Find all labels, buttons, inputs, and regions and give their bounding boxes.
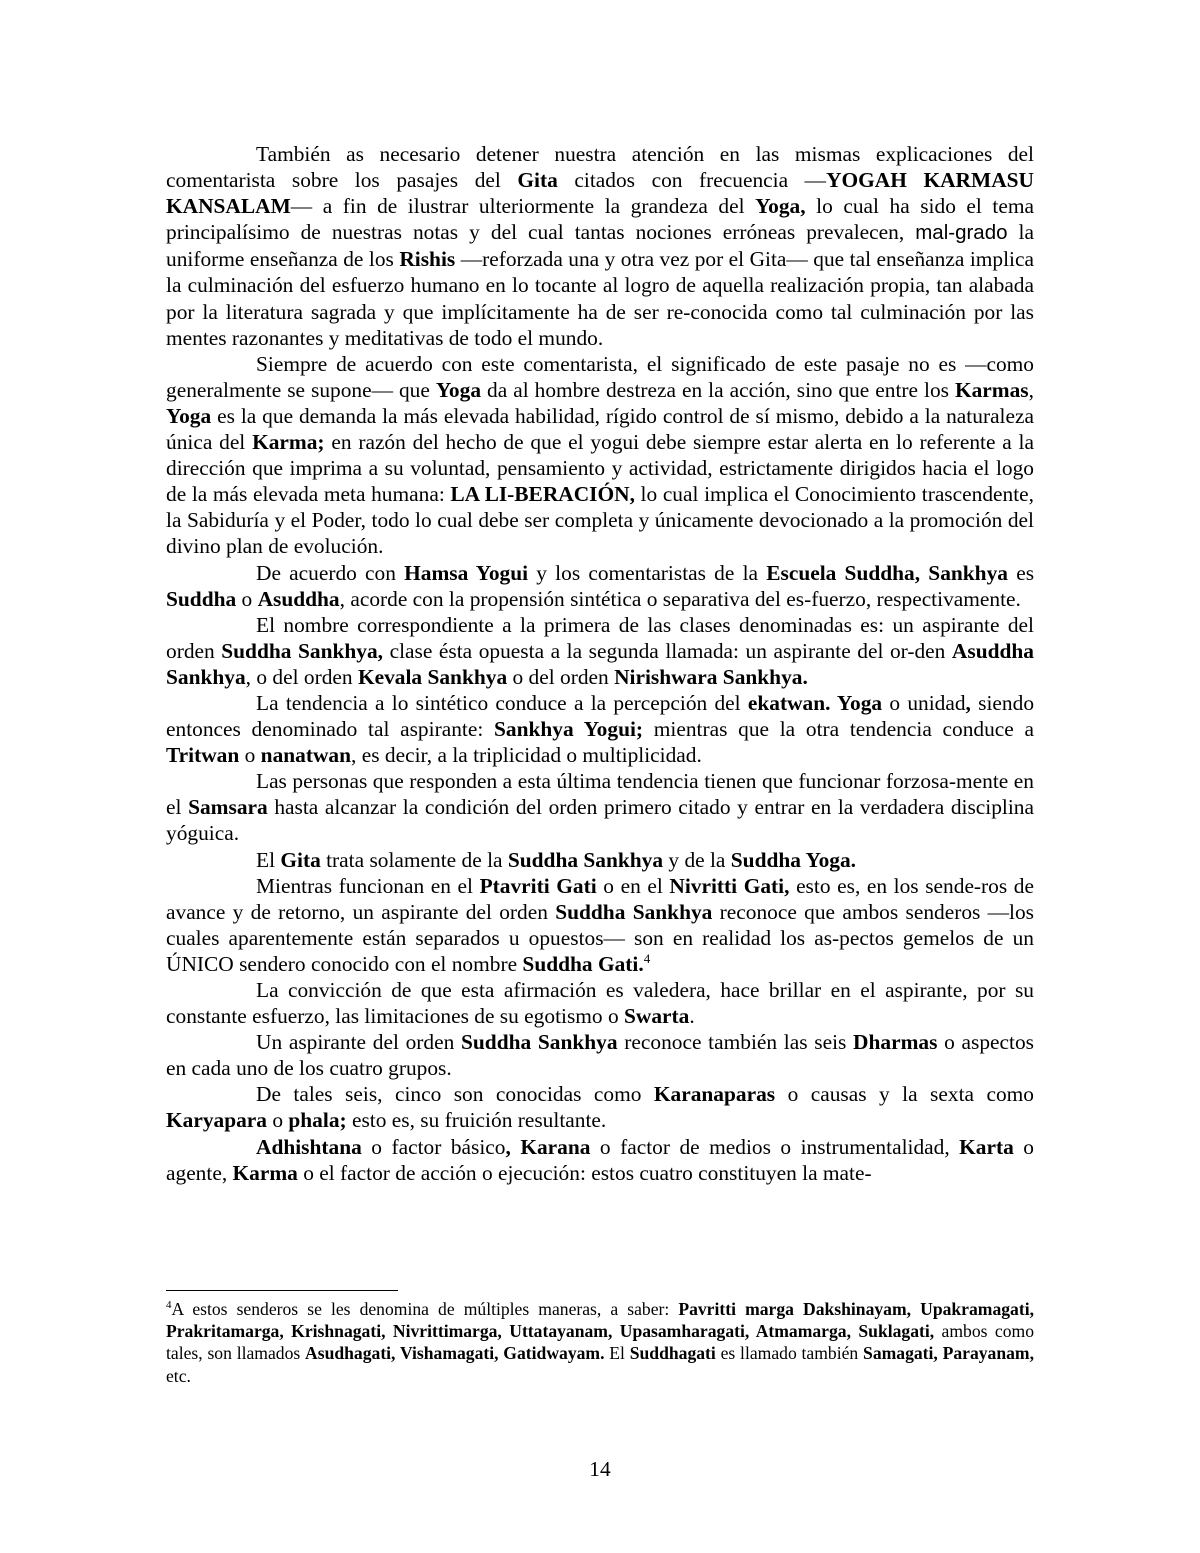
- text-span: El: [604, 1343, 630, 1364]
- page-number: 14: [589, 1457, 611, 1481]
- bold-term: Suddha Sankhya,: [221, 638, 384, 663]
- text-span: El: [256, 847, 281, 872]
- paragraph: [166, 873, 1034, 977]
- footnote-marker: 4: [643, 950, 651, 966]
- text-span: es llamado también: [715, 1343, 864, 1364]
- bold-term: Rishis: [399, 247, 456, 272]
- body-text: [166, 141, 1034, 1186]
- bold-term: Karta: [959, 1134, 1014, 1159]
- text-span: y de la: [663, 847, 731, 872]
- bold-term: nanatwan: [260, 743, 352, 768]
- paragraph: [166, 1029, 1034, 1081]
- text-span: o en el: [596, 873, 670, 898]
- text-span: siendo entonces denominado tal aspirante:: [166, 690, 1035, 742]
- text-span: esto es, en los sende-ros de avance y de retorno, un aspirante del orden: [166, 873, 1034, 924]
- text-span: es la que demanda la más elevada habilidad, rígido control de sí mismo, debido a la naturaleza única del: [166, 403, 1034, 455]
- bold-term: Yoga: [166, 403, 212, 428]
- text-span: reconoce también las seis: [617, 1030, 854, 1055]
- text-span: Un aspirante del orden: [256, 1030, 462, 1055]
- text-span: mientras que la otra tendencia conduce a: [643, 717, 1035, 742]
- text-span: — a fin de ilustrar ulteriormente la grandeza del: [290, 194, 756, 219]
- text-span: La tendencia a lo sintético conduce a la percepción del: [256, 690, 748, 715]
- text-span: lo cual ha sido el tema principalísimo de nuestras notas y del cual tantas nociones erróneas prevalecen,: [166, 194, 1034, 245]
- footnote-marker: 4: [166, 1299, 172, 1312]
- text-span: .: [689, 1004, 695, 1029]
- bold-term: Suddha: [166, 586, 237, 611]
- text-span: El nombre correspondiente a la primera de las clases denominadas es: un aspirante del orden: [166, 612, 1034, 663]
- text-span: esto es, su fruición resultante.: [346, 1108, 607, 1133]
- text-span: o agente,: [166, 1134, 1035, 1185]
- text-span: De tales seis, cinco son conocidas como: [256, 1082, 654, 1107]
- bold-term: Kevala Sankhya: [357, 664, 508, 689]
- text-span: Siempre de acuerdo con este comentarista, el significado de este pasaje no es —como generalmente se supone— que: [166, 351, 1034, 402]
- bold-term: Gita: [517, 168, 558, 193]
- text-span: clase ésta opuesta a la segunda llamada: un aspirante del or-den: [383, 638, 952, 663]
- text-span: o factor básico: [361, 1134, 506, 1159]
- bold-term: Tritwan: [166, 743, 240, 768]
- text-span: reconoce que ambos senderos —los cuales aparentemente están separados u opuestos— son en realidad los as-pectos gemelos de un ÚNICO sendero conocido con el nombre: [166, 899, 1034, 976]
- paragraph: [166, 560, 1034, 612]
- footnote: [166, 1298, 1034, 1387]
- bold-term: Yoga,: [755, 194, 806, 219]
- bold-term: ,: [965, 690, 971, 715]
- bold-term: Suddha Gati.: [522, 951, 644, 976]
- text-span: De acuerdo con: [256, 560, 405, 585]
- paragraph: [166, 847, 1034, 873]
- text-span: , o del orden: [245, 664, 358, 689]
- text-span: etc.: [166, 1365, 191, 1386]
- bold-term: Karyapara: [166, 1108, 267, 1133]
- bold-term: Samagati, Parayanam,: [863, 1343, 1034, 1364]
- text-span: es: [1007, 560, 1035, 585]
- bold-term: phala;: [288, 1108, 347, 1133]
- text-span-sans: mal-grado: [915, 221, 1008, 245]
- bold-term: Hamsa Yogui: [404, 560, 529, 585]
- text-span: o: [239, 743, 261, 768]
- bold-term: Sankhya Yogui;: [494, 717, 644, 742]
- text-span: en razón del hecho de que el yogui debe siempre estar alerta en lo referente a la dirección que imprima a su voluntad, pensamiento y actividad, estrictamente dirigidos hacia el logo de la más elevada meta humana:: [166, 430, 1034, 507]
- bold-term: Gita: [280, 847, 321, 872]
- text-span: La convicción de que esta afirmación es valedera, hace brillar en el aspirante, por su constante esfuerzo, las limitaciones de su egotismo o: [166, 978, 1034, 1029]
- bold-term: Pavritti marga Dakshinayam, Upakramagati, Prakritamarga, Krishnagati, Nivrittimarga, Uttatayanam, Upasamharagati, Atmamarga, Suklagati,: [166, 1299, 1034, 1342]
- paragraph: [166, 690, 1034, 768]
- text-span: o del orden: [507, 664, 615, 689]
- paragraph: [166, 1134, 1034, 1186]
- bold-term: Ptavriti Gati: [479, 873, 597, 898]
- text-span: o unidad: [882, 690, 966, 715]
- text-span: , acorde con la propensión sintética o separativa del es-fuerzo, respectivamente.: [339, 586, 1021, 611]
- text-span: y los comentaristas de la: [528, 560, 767, 585]
- bold-term: Nivritti Gati,: [669, 873, 790, 898]
- bold-term: Samsara: [188, 795, 268, 820]
- paragraph: [166, 977, 1034, 1029]
- text-span: Mientras funcionan en el: [256, 873, 480, 898]
- text-span: o: [236, 586, 258, 611]
- footnote-separator: [166, 1290, 398, 1291]
- bold-term: Swarta: [624, 1004, 690, 1029]
- bold-term: Asuddha: [257, 586, 340, 611]
- paragraph: [166, 141, 1034, 351]
- bold-term: Dharmas: [853, 1030, 938, 1055]
- text-span: lo cual implica el Conocimiento trascendente, la Sabiduría y el Poder, todo lo cual debe ser completa y únicamente devocionado a la promoción del divino plan de evolución.: [166, 482, 1034, 559]
- text-span: o: [267, 1108, 289, 1133]
- text-span: o el factor de acción o ejecución: estos cuatro constituyen la mate-: [297, 1160, 872, 1185]
- text-span: o causas y la sexta como: [775, 1082, 1034, 1107]
- bold-term: ekatwan. Yoga: [747, 690, 883, 715]
- bold-term: Asuddha Sankhya: [166, 638, 1034, 689]
- paragraph: [166, 351, 1034, 560]
- bold-term: Karma;: [252, 430, 325, 455]
- paragraph: [166, 612, 1034, 690]
- text-span: o factor de medios o instrumentalidad,: [590, 1134, 960, 1159]
- bold-term: Karmas: [954, 377, 1029, 402]
- text-span: Las personas que responden a esta última tendencia tienen que funcionar forzosa-mente en el: [166, 769, 1034, 820]
- bold-term: Yoga: [435, 377, 482, 402]
- text-span: hasta alcanzar la condición del orden primero citado y entrar en la verdadera disciplina yóguica.: [166, 795, 1034, 846]
- text-span: ,: [1028, 377, 1034, 402]
- text-span: A estos senderos se les denomina de múltiples maneras, a saber:: [171, 1299, 679, 1319]
- text-span: , es decir, a la triplicidad o multiplicidad.: [351, 743, 702, 768]
- text-span: ambos como tales, son llamados: [166, 1321, 1034, 1364]
- text-span: la uniforme enseñanza de los: [166, 220, 1034, 272]
- bold-term: Asudhagati, Vishamagati, Gatidwayam.: [305, 1343, 605, 1364]
- bold-term: Karma: [232, 1160, 298, 1185]
- bold-term: Suddha Yoga.: [730, 847, 857, 872]
- paragraph: [166, 1081, 1034, 1133]
- bold-term: , Karana: [505, 1134, 591, 1159]
- bold-term: Suddha Sankhya: [461, 1030, 618, 1055]
- text-span: También as necesario detener nuestra atención en las mismas explicaciones del comentarista sobre los pasajes del: [166, 142, 1034, 193]
- bold-term: Nirishwara Sankhya.: [614, 664, 808, 689]
- bold-term: LA LI-BERACIÓN,: [450, 482, 635, 507]
- bold-term: YOGAH KARMASU KANSALAM: [166, 168, 1034, 219]
- text-span: o aspectos en cada uno de los cuatro grupos.: [166, 1030, 1034, 1081]
- text-span: citados con frecuencia —: [557, 168, 827, 193]
- text-span: trata solamente de la: [320, 847, 508, 872]
- bold-term: Suddha Sankhya: [507, 847, 664, 872]
- text-span: da al hombre destreza en la acción, sino que entre los: [481, 377, 955, 402]
- bold-term: Suddhagati: [629, 1343, 716, 1364]
- paragraph: [166, 768, 1034, 846]
- bold-term: Karanaparas: [653, 1082, 776, 1107]
- text-span: —reforzada una y otra vez por el Gita— que tal enseñanza implica la culminación del esfuerzo humano en lo tocante al logro de aquella realización propia, tan alabada por la literatura sagrada y que implícitamente ha de ser re-conocida como tal culminación por las mentes razonantes y meditativas de todo el mundo.: [166, 247, 1034, 350]
- bold-term: Escuela Suddha, Sankhya: [766, 560, 1008, 585]
- bold-term: Adhishtana: [256, 1134, 362, 1159]
- bold-term: Suddha Sankhya: [555, 899, 713, 924]
